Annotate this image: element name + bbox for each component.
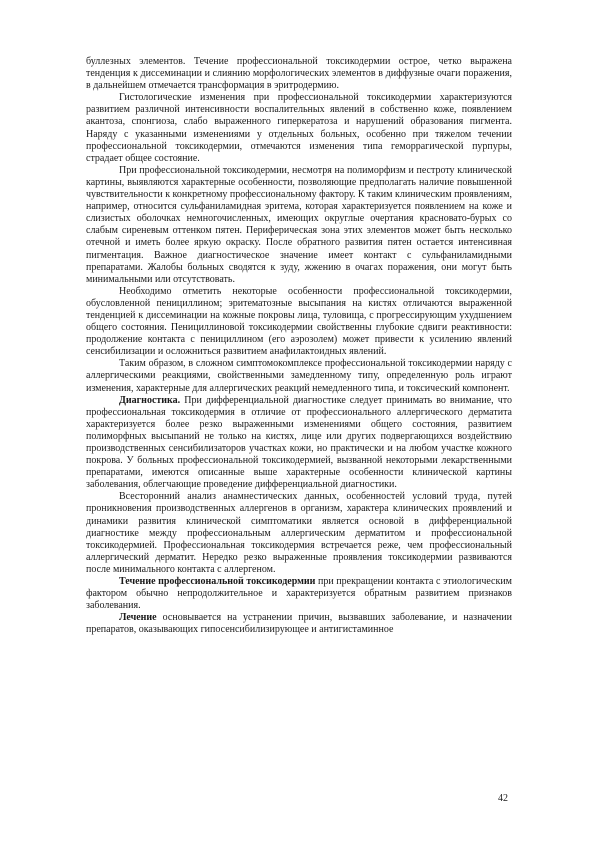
diagnostics-heading: Диагностика. (119, 394, 181, 406)
page-number: 42 (498, 793, 508, 804)
course-heading: Течение профессиональной токсикодермии (119, 576, 316, 588)
paragraph-course (86, 576, 512, 612)
paragraph-5-text: Таким образом, в сложном симптомокомплексе профессиональной токсикодермии наряду с аллергическими реакциями, свойственными замедленному типу, определенную роль играют изменения, характерные для аллергических реакций немедленного типа, и токсический компонент. (86, 358, 512, 394)
paragraph-diagnostics-text: При дифференциальной диагностике следует принимать во внимание, что профессиональная токсикодермия в отличие от профессионального аллергического дерматита характеризуется более резко выраженными изменениями общего состояния, развитием полиморфных высыпаний не только на кистях, лице или других подвергающихся воздействию производственных сенсибилизаторов участках кожи, но практически и на любом участке кожного покрова. У больных профессиональной токсикодермией, вызванной некоторыми лекарственными препаратами, имеются описанные выше характерные особенности клинической картины заболевания, облегчающие проведение дифференциальной диагностики. (86, 394, 512, 491)
paragraph-2 (86, 92, 512, 165)
paragraph-4 (86, 286, 512, 359)
paragraph-diagnostics (86, 395, 512, 492)
paragraph-1-text: буллезных элементов. Течение профессиональной токсикодермии острое, четко выражена тенденция к диссеминации и слиянию морфологических элементов в диффузные очаги поражения, в дальнейшем отмечается трансформация в эритродермию. (86, 56, 512, 92)
paragraph-course-text: при прекращении контакта с этиологическим фактором обычно непродолжительное и характеризуется обратным развитием признаков заболевания. (86, 576, 513, 612)
paragraph-7-text: Всесторонний анализ анамнестических данных, особенностей условий труда, путей проникновения производственных аллергенов в организм, характера клинических проявлений и динамики развития клинической симптоматики является основой в дифференциальной диагностике между профессиональным аллергическим дерматитом и профессиональной токсикодермией. Профессиональная токсикодермия встречается реже, чем профессиональный аллергический дерматит. Нередко резко выраженные проявления токсикодермии развиваются после минимального контакта с аллергеном. (86, 491, 512, 575)
paragraph-treatment-text: основывается на устранении причин, вызвавших заболевание, и назначении препаратов, оказывающих гипосенсибилизирующее и антигистаминное (86, 612, 512, 636)
paragraph-7 (86, 491, 512, 576)
document-body (86, 56, 512, 637)
paragraph-4-text: Необходимо отметить некоторые особенности профессиональной токсикодермии, обусловленной пенициллином; эритематозные высыпания на кистях отличаются выраженной тенденцией к диссеминации на кожные покровы лица, туловища, с прогрессирующим ухудшением общего состояния. Пенициллиновой токсикодермии свойственны глубокие сдвиги реактивности: продолжение контакта с пенициллином (его аэрозолем) может привести к усилению явлений сенсибилизации и осложниться развитием анафилактоидных явлений. (86, 285, 512, 358)
paragraph-3-text: При профессиональной токсикодермии, несмотря на полиморфизм и пестроту клинической картины, выявляются характерные особенности, позволяющие предполагать наличие повышенной чувствительности к конкретному профессиональному фактору. К таким клиническим проявлениям, например, относится сульфаниламидная эритема, которая характеризуется появлением на коже и слизистых оболочках немногочисленных, имеющих округлые очертания красновато-бурых со слабым сиреневым оттенком пятен. Периферическая зона этих элементов может быть несколько отечной и иметь более яркую окраску. После обратного развития пятен остается интенсивная пигментация. Важное диагностическое значение имеет контакт с сульфаниламидными препаратами. Жалобы больных сводятся к зуду, жжению в очагах поражения, они могут быть минимальными или отсутствовать. (86, 164, 512, 285)
paragraph-2-text: Гистологические изменения при профессиональной токсикодермии характеризуются развитием различной интенсивности воспалительных явлений в собственно коже, появлением акантоза, спонгиоза, слабо выраженного гиперкератоза и нарушений образования пигмента. Наряду с указанными изменениями у отдельных больных, особенно при тяжелом течении профессиональной токсикодермии, отмечаются изменения типа геморрагической пурпуры, страдает общее состояние. (86, 92, 512, 164)
paragraph-5 (86, 358, 512, 394)
paragraph-treatment (86, 612, 512, 636)
treatment-heading: Лечение (119, 612, 157, 624)
paragraph-3 (86, 165, 512, 286)
paragraph-1 (86, 56, 512, 92)
